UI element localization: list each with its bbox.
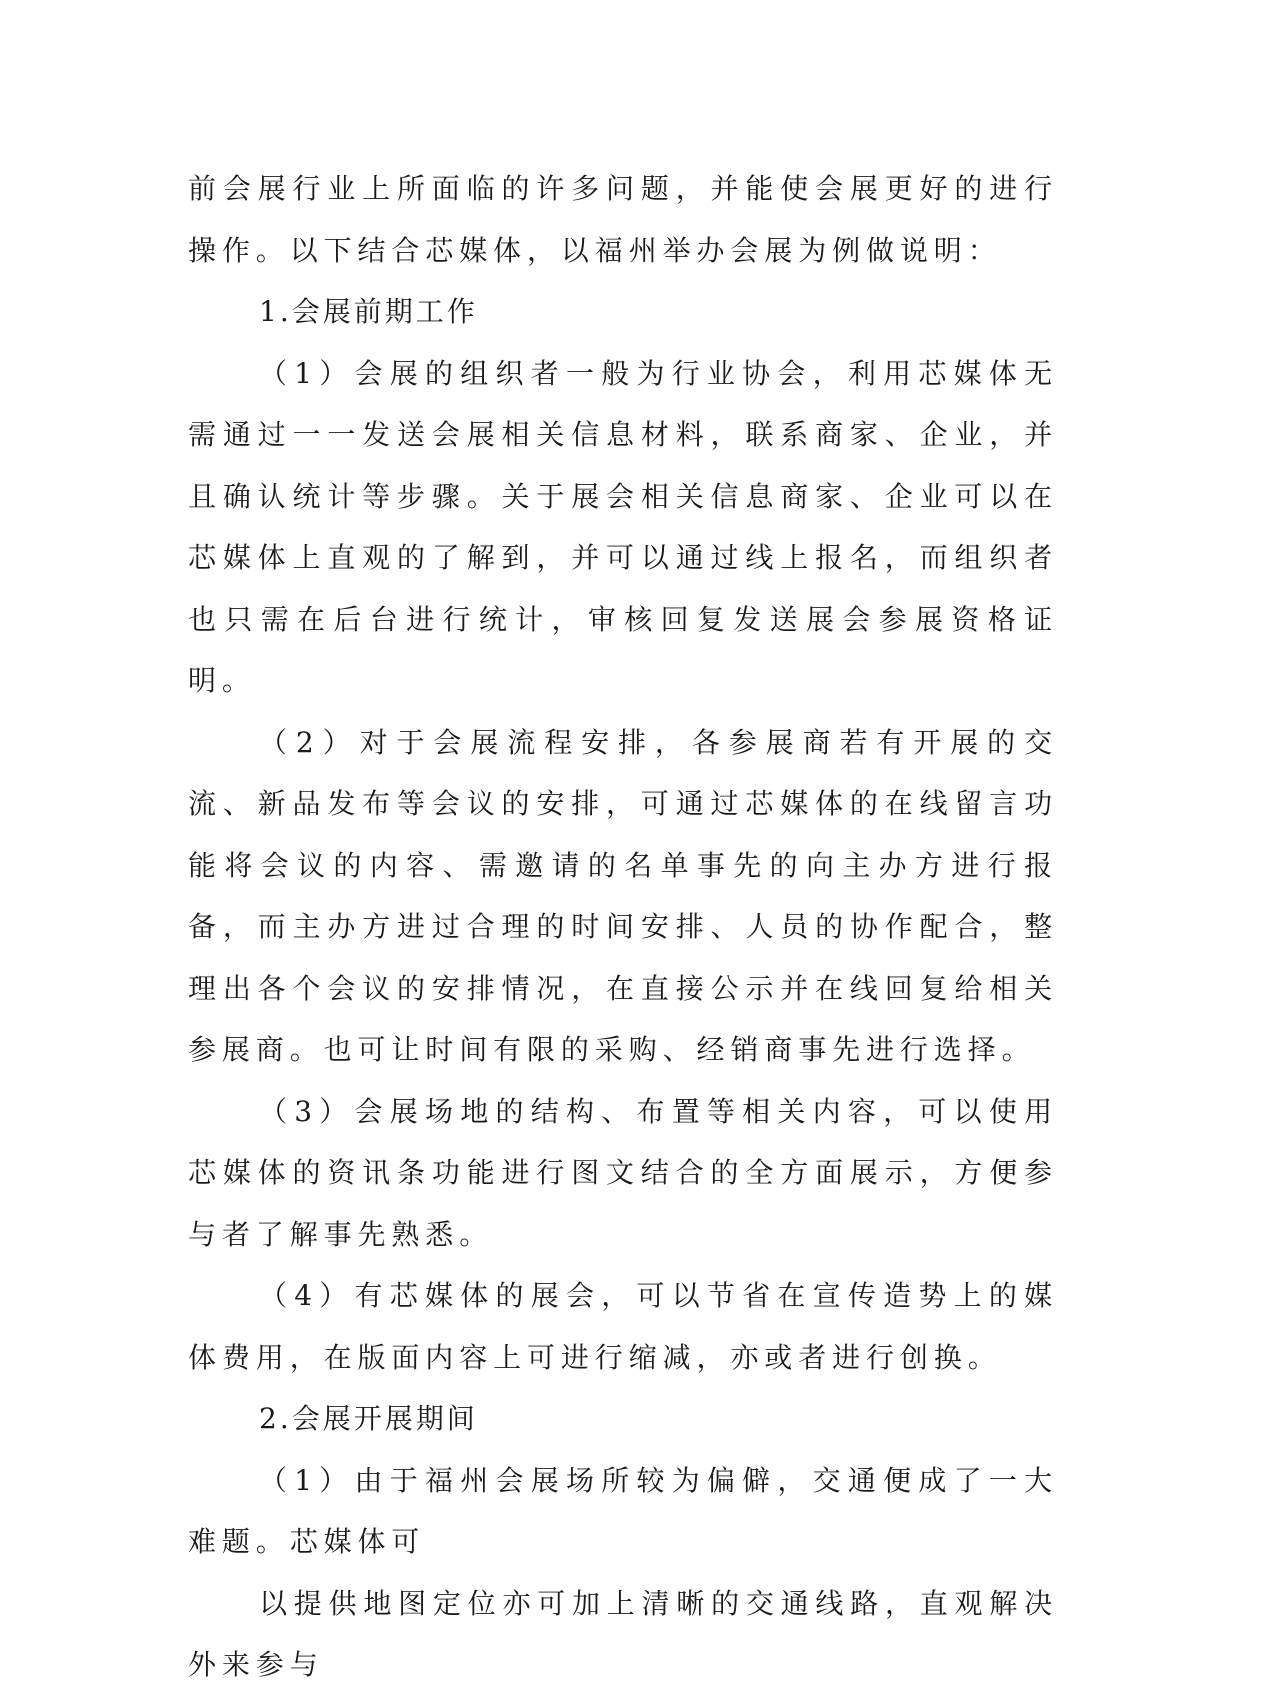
section-heading-pre-exhibition: 1.会展前期工作 — [259, 295, 478, 328]
document-body — [188, 158, 1058, 1696]
paragraph-schedule: （2）对于会展流程安排，各参展商若有开展的交流、新品发布等会议的安排，可通过芯媒体的在线留言功能将会议的内容、需邀请的名单事先的向主办方进行报备，而主办方进过合理的时间安排、人员的协作配合，整理出各个会议的安排情况，在直接公示并在线回复给相关参展商。也可让时间有限的采购、经销商事先进行选择。 — [188, 725, 1058, 1066]
paragraph-transport: （1）由于福州会展场所较为偏僻，交通便成了一大难题。芯媒体可 — [188, 1463, 1058, 1558]
intro-paragraph: 前会展行业上所面临的许多问题，并能使会展更好的进行操作。以下结合芯媒体，以福州举办会展为例做说明： — [188, 172, 1058, 267]
paragraph-organizer: （1）会展的组织者一般为行业协会，利用芯媒体无需通过一一发送会展相关信息材料，联系商家、企业，并且确认统计等步骤。关于展会相关信息商家、企业可以在芯媒体上直观的了解到，并可以通过线上报名，而组织者也只需在后台进行统计，审核回复发送展会参展资格证明。 — [188, 356, 1058, 697]
paragraph-transport-continued: 以提供地图定位亦可加上清晰的交通线路，直观解决外来参与 — [188, 1586, 1058, 1681]
paragraph-venue: （3）会展场地的结构、布置等相关内容，可以使用芯媒体的资讯条功能进行图文结合的全方面展示，方便参与者了解事先熟悉。 — [188, 1094, 1058, 1251]
paragraph-media-cost: （4）有芯媒体的展会，可以节省在宣传造势上的媒体费用，在版面内容上可进行缩减，亦或者进行创换。 — [188, 1279, 1058, 1374]
section-heading-during-exhibition: 2.会展开展期间 — [259, 1402, 478, 1435]
